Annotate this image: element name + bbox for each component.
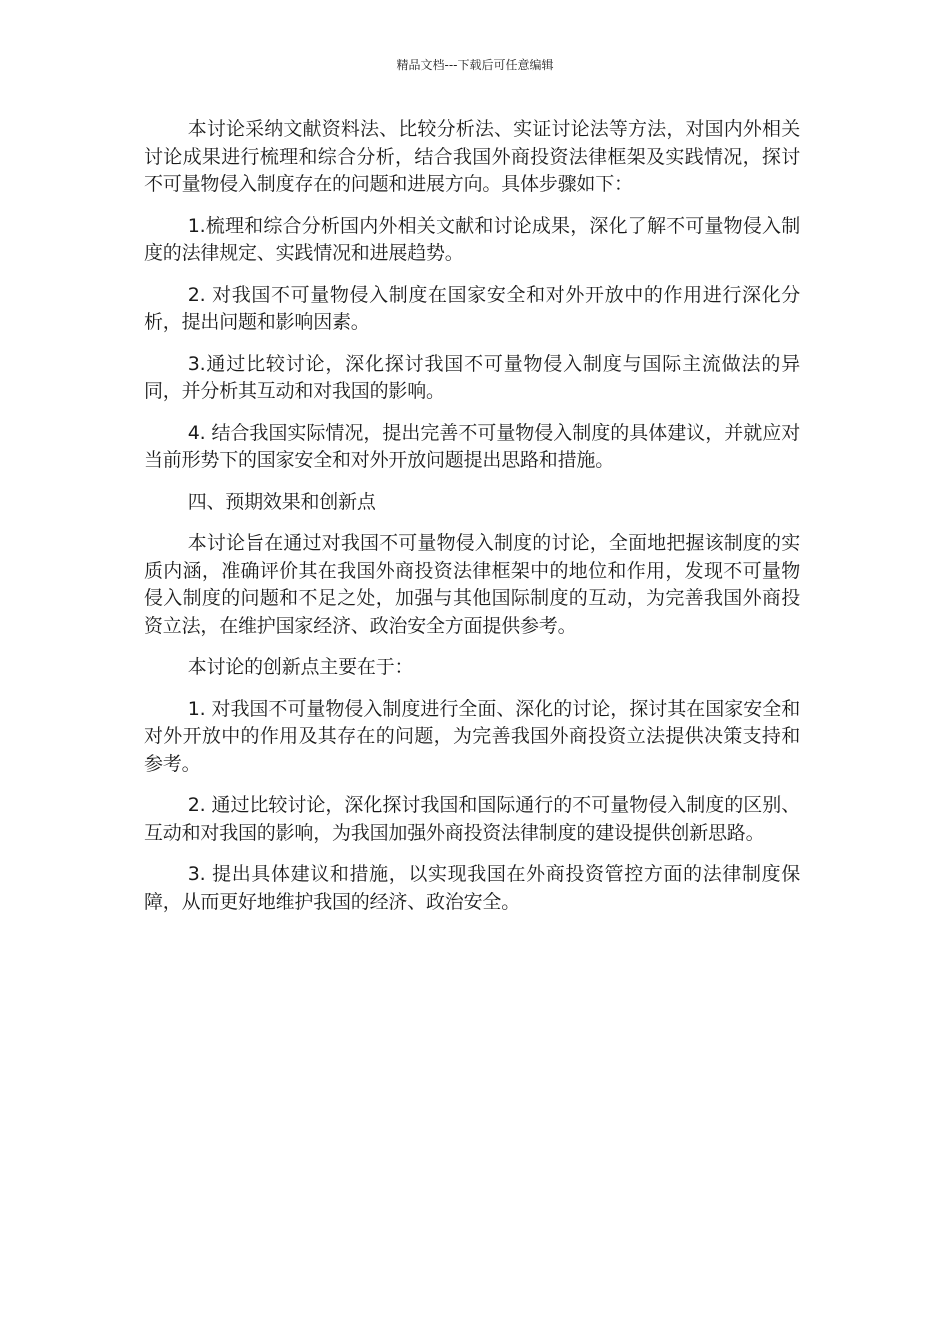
list-item-step-3: 3.通过比较讨论，深化探讨我国不可量物侵入制度与国际主流做法的异同，并分析其互动和对我国的影响。 bbox=[144, 352, 800, 402]
list-item-innovation-2: 2. 通过比较讨论，深化探讨我国和国际通行的不可量物侵入制度的区别、互动和对我国的影响，为我国加强外商投资法律制度的建设提供创新思路。 bbox=[144, 794, 800, 844]
list-item-innovation-3: 3. 提出具体建议和措施，以实现我国在外商投资管控方面的法律制度保障，从而更好地维护我国的经济、政治安全。 bbox=[144, 863, 800, 913]
paragraph-innovation-intro: 本讨论的创新点主要在于： bbox=[187, 656, 414, 678]
document-body bbox=[144, 116, 800, 930]
paragraph-expected-effects: 本讨论旨在通过对我国不可量物侵入制度的讨论，全面地把握该制度的实质内涵，准确评价其在我国外商投资法律框架中的地位和作用，发现不可量物侵入制度的问题和不足之处，加强与其他国际制度的互动，为完善我国外商投资立法，在维护国家经济、政治安全方面提供参考。 bbox=[144, 532, 800, 637]
list-item-innovation-1: 1. 对我国不可量物侵入制度进行全面、深化的讨论，探讨其在国家安全和对外开放中的作用及其存在的问题，为完善我国外商投资立法提供决策支持和参考。 bbox=[144, 697, 800, 775]
paragraph-methods: 本讨论采纳文献资料法、比较分析法、实证讨论法等方法，对国内外相关讨论成果进行梳理和综合分析，结合我国外商投资法律框架及实践情况，探讨不可量物侵入制度存在的问题和进展方向。具体步骤如下： bbox=[144, 118, 800, 195]
page-header: 精品文档---下载后可任意编辑 bbox=[396, 58, 554, 72]
list-item-step-1: 1.梳理和综合分析国内外相关文献和讨论成果，深化了解不可量物侵入制度的法律规定、实践情况和进展趋势。 bbox=[144, 214, 800, 264]
section-heading: 四、预期效果和创新点 bbox=[187, 490, 376, 513]
list-item-step-4: 4. 结合我国实际情况，提出完善不可量物侵入制度的具体建议，并就应对当前形势下的国家安全和对外开放问题提出思路和措施。 bbox=[144, 421, 800, 471]
list-item-step-2: 2. 对我国不可量物侵入制度在国家安全和对外开放中的作用进行深化分析，提出问题和影响因素。 bbox=[144, 283, 800, 333]
